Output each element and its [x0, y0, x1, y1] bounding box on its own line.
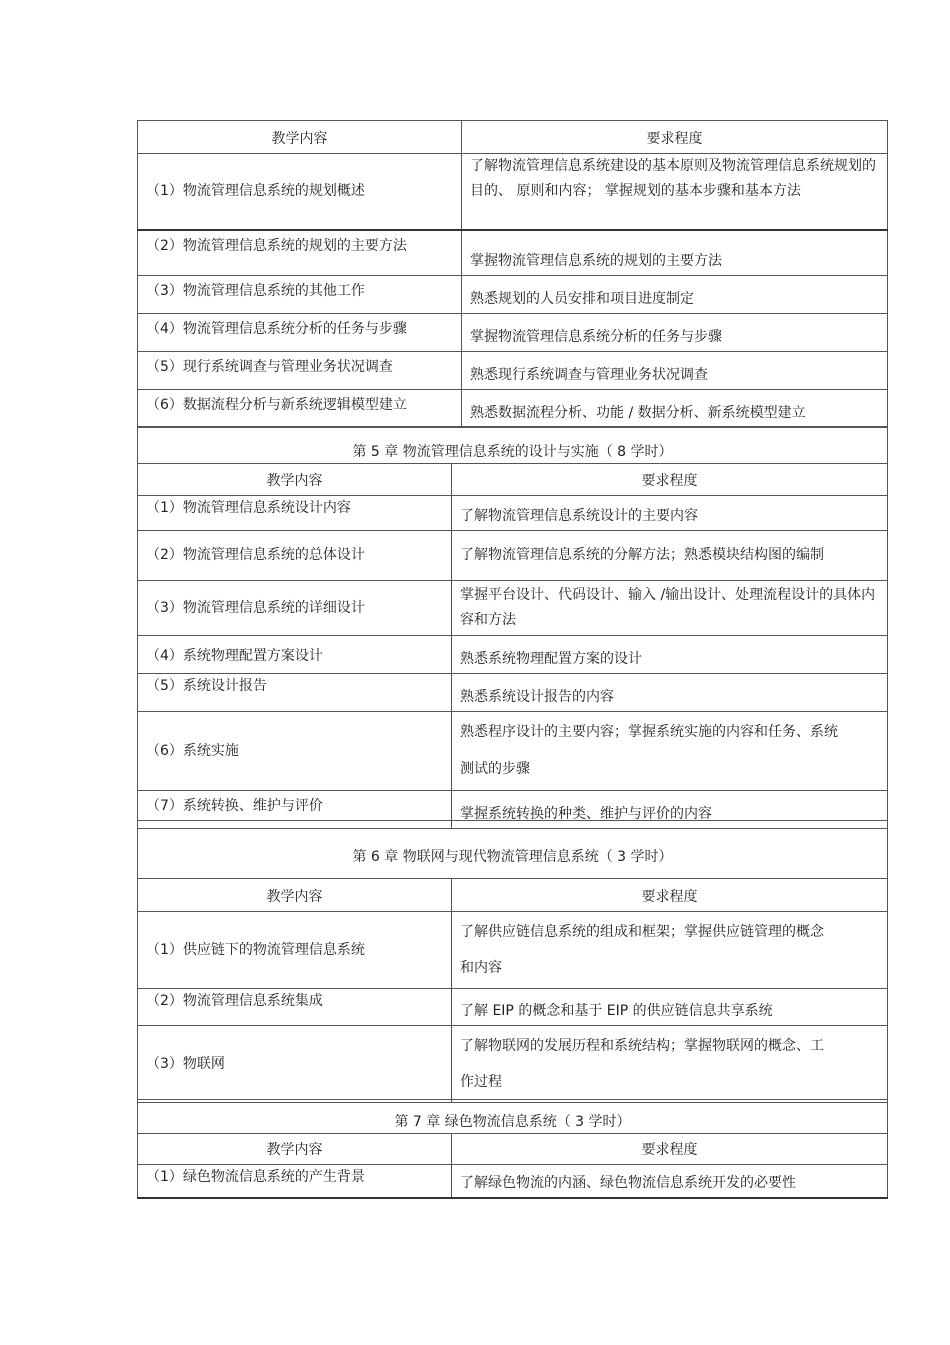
column-header-requirement: 要求程度 — [452, 1134, 888, 1165]
table-row-content: （5）系统设计报告 — [138, 674, 452, 712]
table-row-content: （1）绿色物流信息系统的产生背景 — [138, 1165, 452, 1198]
table-row-requirement: 了解物流管理信息系统的分解方法；熟悉模块结构图的编制 — [452, 531, 888, 581]
table-row-content: （5）现行系统调查与管理业务状况调查 — [138, 352, 462, 390]
table-row-content: （3）物流管理信息系统的详细设计 — [138, 581, 452, 636]
table-row-requirement: 熟悉系统物理配置方案的设计 — [452, 636, 888, 674]
column-header-content: 教学内容 — [138, 121, 462, 154]
table-row-requirement: 熟悉现行系统调查与管理业务状况调查 — [462, 352, 888, 390]
column-header-requirement: 要求程度 — [452, 464, 888, 496]
column-header-requirement: 要求程度 — [452, 879, 888, 912]
table-row-requirement: 了解供应链信息系统的组成和框架；掌握供应链管理的概念和内容 — [452, 912, 888, 989]
chapter-5-title — [137, 426, 888, 464]
table-row-content: （3）物流管理信息系统的其他工作 — [138, 276, 462, 314]
chapter-title-text: 第 6 章 物联网与现代物流管理信息系统（ 3 学时） — [352, 849, 673, 865]
table-row-content: （2）物流管理信息系统集成 — [138, 989, 452, 1026]
table-row-requirement: 了解物流管理信息系统建设的基本原则及物流管理信息系统规划的目的、 原则和内容； 掌握规划的基本步骤和基本方法 — [462, 154, 888, 230]
table-row-requirement: 了解物联网的发展历程和系统结构；掌握物联网的概念、工作过程 — [452, 1026, 888, 1103]
course-table-chapter-6 — [137, 878, 888, 1100]
table-row-content: （6）数据流程分析与新系统逻辑模型建立 — [138, 390, 462, 428]
table-row-content: （3）物联网 — [138, 1026, 452, 1103]
table-row-content: （6）系统实施 — [138, 712, 452, 791]
table-row-content: （4）系统物理配置方案设计 — [138, 636, 452, 674]
table-row-content: （4）物流管理信息系统分析的任务与步骤 — [138, 314, 462, 352]
table-row-requirement: 了解物流管理信息系统设计的主要内容 — [452, 496, 888, 531]
table-row-content: （1）物流管理信息系统的规划概述 — [138, 154, 462, 230]
column-header-content: 教学内容 — [138, 1134, 452, 1165]
column-header-content: 教学内容 — [138, 464, 452, 496]
table-row-requirement: 了解绿色物流的内涵、绿色物流信息系统开发的必要性 — [452, 1165, 888, 1198]
table-row-content: （1）供应链下的物流管理信息系统 — [138, 912, 452, 989]
chapter-title-text: 第 7 章 绿色物流信息系统（ 3 学时） — [394, 1114, 631, 1130]
table-row-requirement: 掌握物流管理信息系统的规划的主要方法 — [462, 230, 888, 276]
table-row-requirement: 熟悉程序设计的主要内容；掌握系统实施的内容和任务、系统测试的步骤 — [452, 712, 888, 791]
course-table-chapter-7 — [137, 1133, 888, 1197]
table-row-requirement: 掌握物流管理信息系统分析的任务与步骤 — [462, 314, 888, 352]
table-row-requirement: 熟悉规划的人员安排和项目进度制定 — [462, 276, 888, 314]
column-header-requirement: 要求程度 — [462, 121, 888, 154]
table-row-content: （2）物流管理信息系统的总体设计 — [138, 531, 452, 581]
table-row-content: （1）物流管理信息系统设计内容 — [138, 496, 452, 531]
table-row-requirement: 了解 EIP 的概念和基于 EIP 的供应链信息共享系统 — [452, 989, 888, 1026]
table-row-requirement: 掌握系统转换的种类、维护与评价的内容 — [452, 791, 888, 829]
table-row-requirement: 熟悉系统设计报告的内容 — [452, 674, 888, 712]
column-header-content: 教学内容 — [138, 879, 452, 912]
chapter-6-title — [137, 820, 888, 879]
table-row-requirement: 掌握平台设计、代码设计、输入 /输出设计、处理流程设计的具体内容和方法 — [452, 581, 888, 636]
chapter-7-title — [137, 1099, 888, 1134]
table-row-requirement: 熟悉数据流程分析、功能 / 数据分析、新系统模型建立 — [462, 390, 888, 428]
course-table-chapter-4 — [137, 120, 888, 427]
table-row-content: （2）物流管理信息系统的规划的主要方法 — [138, 230, 462, 276]
table-row-content: （7）系统转换、维护与评价 — [138, 791, 452, 829]
course-table-chapter-5 — [137, 463, 888, 820]
chapter-title-text: 第 5 章 物流管理信息系统的设计与实施（ 8 学时） — [352, 444, 673, 460]
